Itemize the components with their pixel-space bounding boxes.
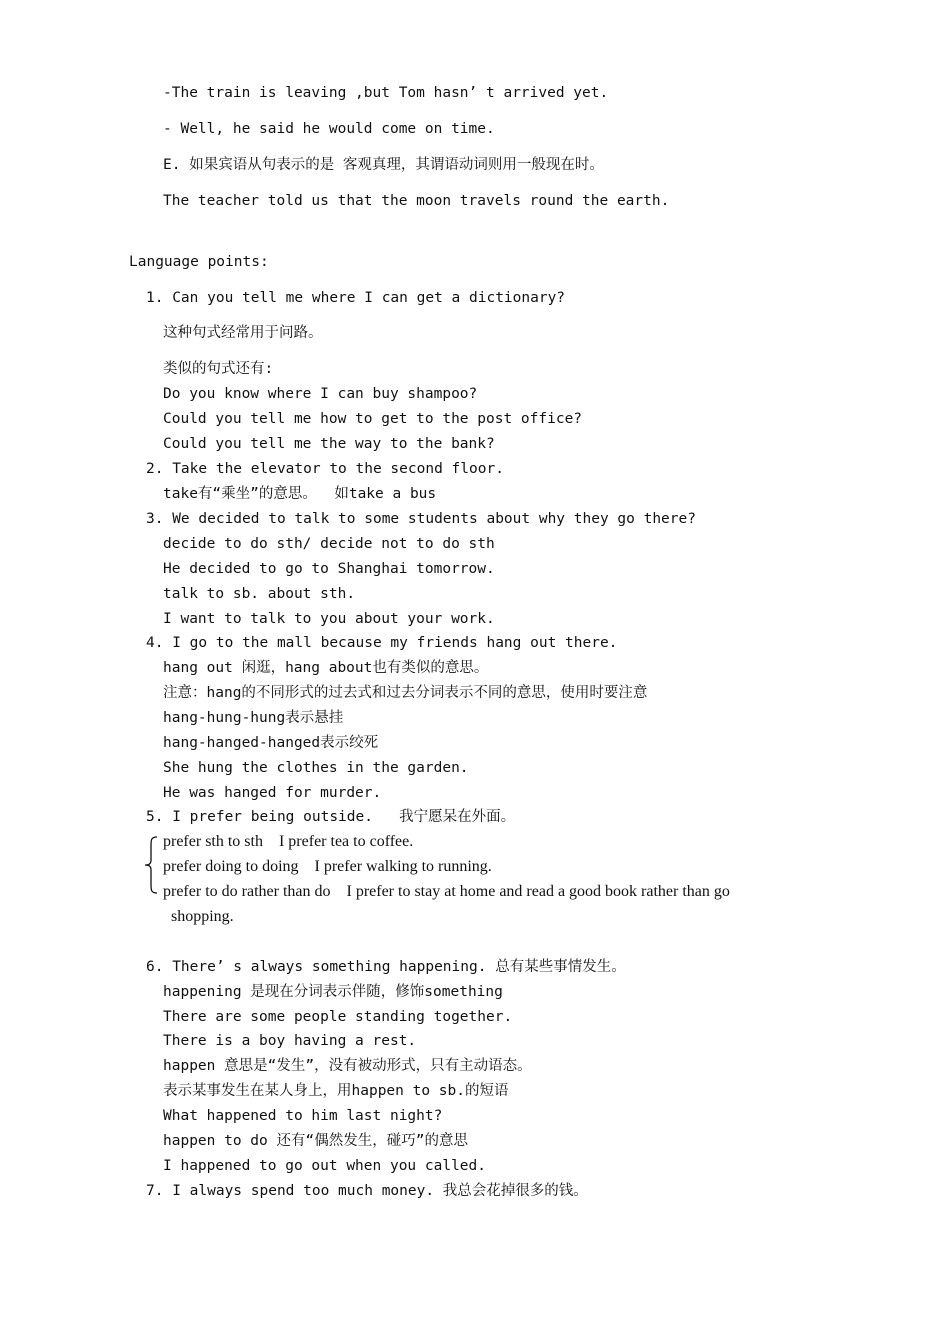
point-5-pattern-continued: shopping. [171,908,234,925]
section-heading: Language points: [129,254,269,270]
point-5-pattern: prefer doing to doing I prefer walking to running. [163,858,492,875]
point-6-line: 表示某事发生在某人身上，用happen to sb.的短语 [163,1083,509,1099]
point-4-line: He was hanged for murder. [163,785,382,801]
point-1-title: 1. Can you tell me where I can get a dictionary? [146,290,566,306]
curly-brace-icon [144,836,158,894]
point-6-line: happen to do 还有“偶然发生，碰巧”的意思 [163,1133,468,1149]
point-6-line: I happened to go out when you called. [163,1158,487,1174]
point-5-pattern: prefer sth to sth I prefer tea to coffee. [163,833,414,850]
point-3-line: decide to do sth/ decide not to do sth [163,536,495,552]
point-2-note: take有“乘坐”的意思。 如take a bus [163,486,437,502]
point-3-line: talk to sb. about sth. [163,586,356,602]
point-4-line: hang out 闲逛，hang about也有类似的意思。 [163,660,489,676]
point-7-title: 7. I always spend too much money. 我总会花掉很多的钱。 [146,1183,588,1199]
dialog-line-2: - Well, he said he would come on time. [163,121,495,137]
point-4-line: hang-hanged-hanged表示绞死 [163,735,379,751]
point-2-title: 2. Take the elevator to the second floor. [146,461,504,477]
point-3-title: 3. We decided to talk to some students about why they go there? [146,511,696,527]
point-3-line: I want to talk to you about your work. [163,611,495,627]
point-4-title: 4. I go to the mall because my friends hang out there. [146,635,618,651]
point-1-example: Could you tell me how to get to the post office? [163,411,583,427]
rule-e: E. 如果宾语从句表示的是 客观真理，其谓语动词则用一般现在时。 [163,157,604,173]
point-3-line: He decided to go to Shanghai tomorrow. [163,561,495,577]
point-1-similar: 类似的句式还有: [163,361,274,377]
point-1-example: Could you tell me the way to the bank? [163,436,495,452]
point-6-line: happen 意思是“发生”，没有被动形式，只有主动语态。 [163,1058,532,1074]
point-6-line: There are some people standing together. [163,1009,513,1025]
point-6-title: 6. There’ s always something happening. 总有某些事情发生。 [146,959,626,975]
point-4-line: She hung the clothes in the garden. [163,760,469,776]
point-4-line: 注意：hang的不同形式的过去式和过去分词表示不同的意思，使用时要注意 [163,685,648,701]
point-5-pattern: prefer to do rather than do I prefer to stay at home and read a good book rather than go [163,883,730,900]
dialog-line-1: -The train is leaving ,but Tom hasn’ t arrived yet. [163,85,609,101]
point-1-note: 这种句式经常用于问路。 [163,325,323,341]
point-6-line: happening 是现在分词表示伴随，修饰something [163,984,503,1000]
point-5-title: 5. I prefer being outside. 我宁愿呆在外面。 [146,809,516,825]
point-1-example: Do you know where I can buy shampoo? [163,386,478,402]
example-e: The teacher told us that the moon travels round the earth. [163,193,670,209]
point-6-line: What happened to him last night? [163,1108,443,1124]
point-6-line: There is a boy having a rest. [163,1033,417,1049]
point-4-line: hang-hung-hung表示悬挂 [163,710,344,726]
